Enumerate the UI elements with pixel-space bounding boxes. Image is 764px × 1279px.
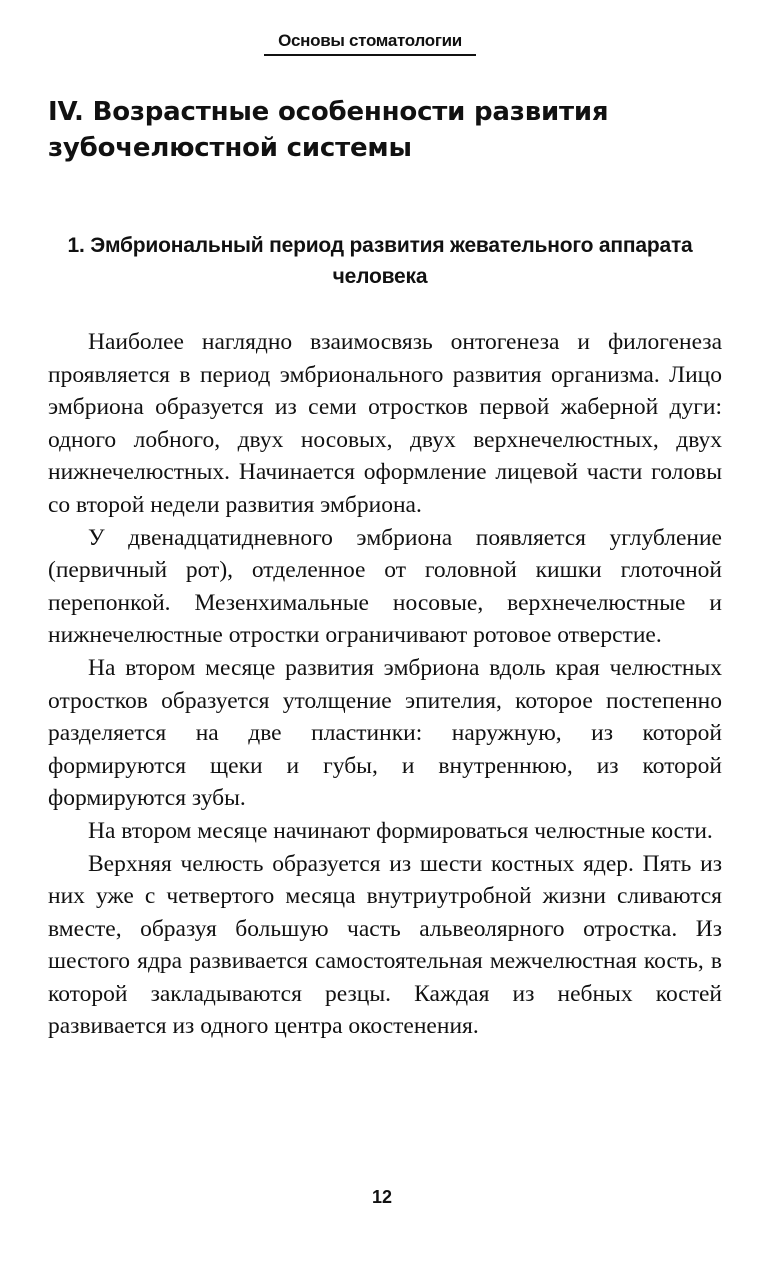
paragraph: У двенадцатидневного эмбриона появляется углубление (первичный рот), отделенное от головной кишки глоточной перепонкой. Мезенхимальные носовые, верхнечелюстные и нижнечелюстные отростки ограничивают ротовое отверстие.	[48, 524, 722, 649]
page-number: 12	[371, 1187, 393, 1207]
chapter-title: IV. Возрастные особенности развития зубочелюстной системы	[48, 97, 609, 163]
section-title: 1. Эмбриональный период развития жевательного аппарата человека	[67, 234, 693, 288]
body-text	[48, 326, 722, 1043]
paragraph: Верхняя челюсть образуется из шести костных ядер. Пять из них уже с четвертого месяца внутриутробной жизни сливаются вместе, образуя большую часть альвеолярного отростка. Из шестого ядра развивается самостоятельная межчелюстная кость, в которой закладываются резцы. Каждая из небных костей развивается из одного центра окостенения.	[48, 850, 722, 1040]
paragraph: На втором месяце развития эмбриона вдоль края челюстных отростков образуется утолщение эпителия, которое постепенно разделяется на две пластинки: наружную, из которой формируются щеки и губы, и внутреннюю, из которой формируются зубы.	[48, 654, 722, 812]
paragraph: Наиболее наглядно взаимосвязь онтогенеза и филогенеза проявляется в период эмбрионального развития организма. Лицо эмбриона образуется из семи отростков первой жаберной дуги: одного лобного, двух носовых, двух верхнечелюстных, двух нижнечелюстных. Начинается оформление лицевой части головы со второй недели развития эмбриона.	[48, 329, 722, 518]
running-head: Основы стоматологии	[264, 30, 476, 56]
paragraph: На втором месяце начинают формироваться челюстные кости.	[88, 817, 713, 844]
